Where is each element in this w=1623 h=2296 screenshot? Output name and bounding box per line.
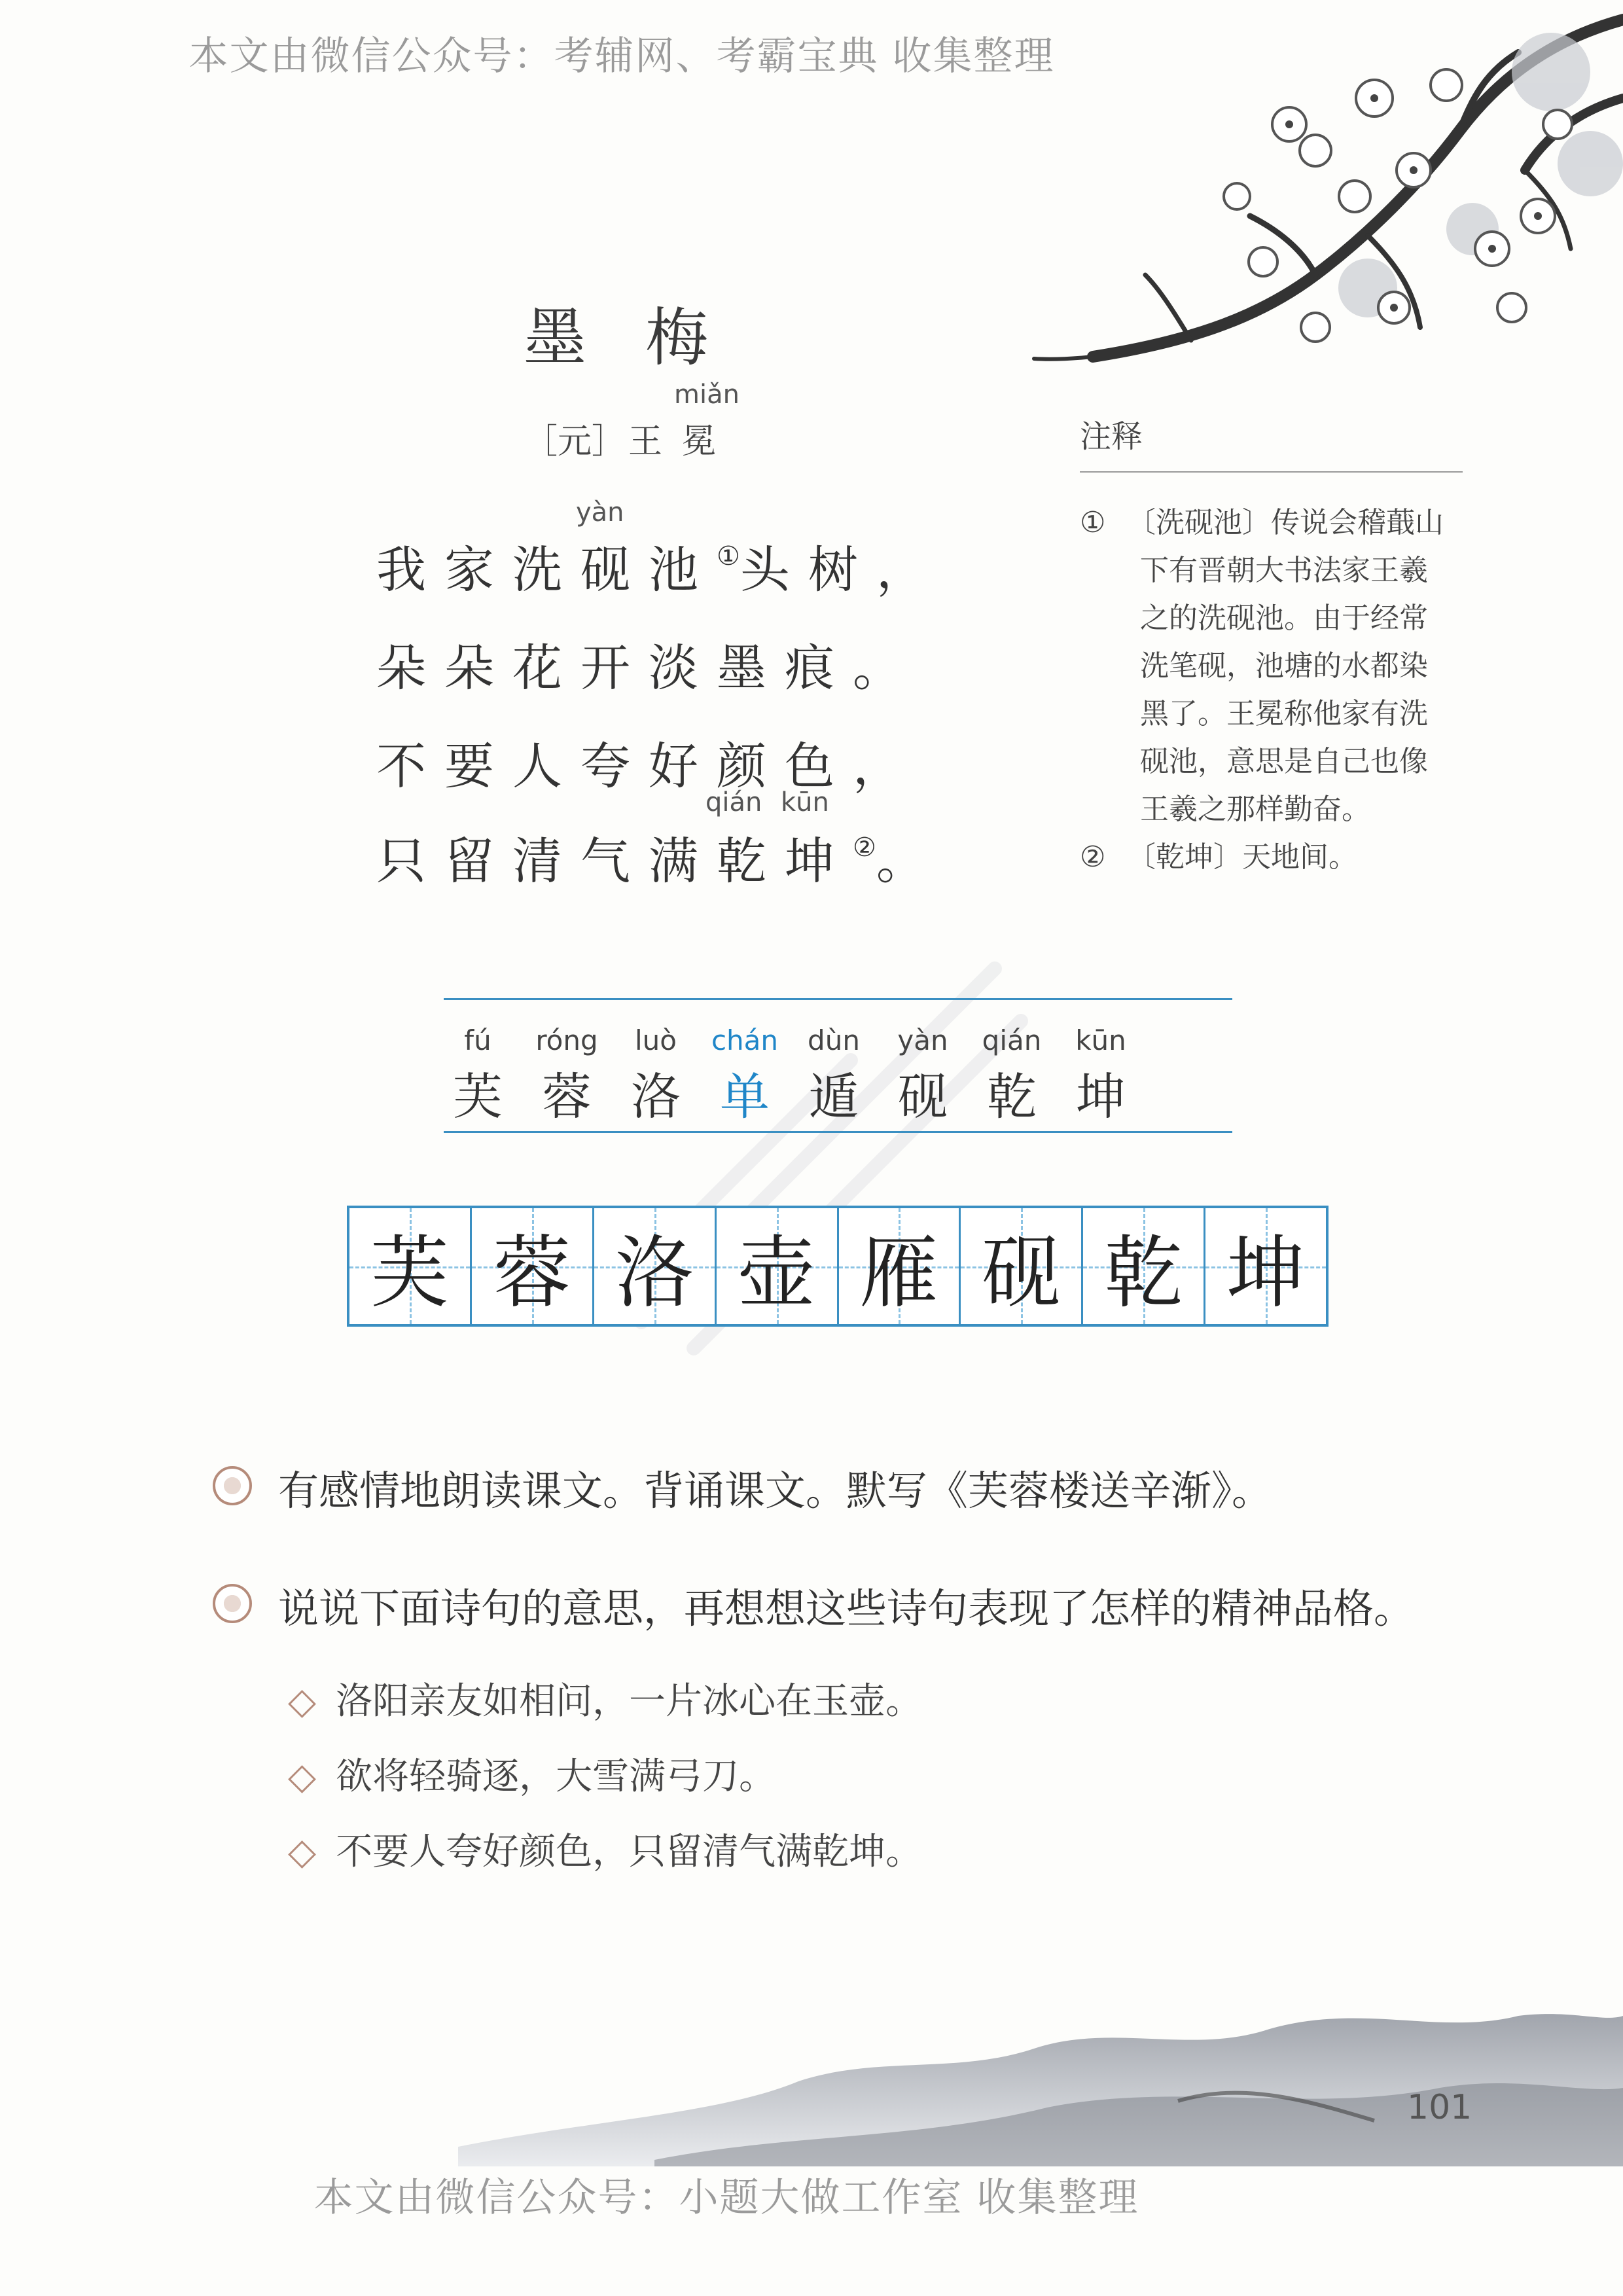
grid-char: 芙 <box>370 1227 449 1319</box>
author-pinyin: miǎn <box>674 380 740 410</box>
diamond-bullet-icon: ◇ <box>288 1755 317 1798</box>
vocab-pinyin: qián <box>982 1024 1042 1056</box>
ink-landscape-illustration <box>458 1950 1623 2166</box>
vocab-top-rule <box>444 998 1232 1000</box>
grid-char: 砚 <box>982 1227 1061 1319</box>
bullet-text: 不要人夸好颜色，只留清气满乾坤。 <box>336 1831 923 1873</box>
grid-char: 乾 <box>1104 1227 1183 1319</box>
note-1-line: 之的洗砚池。由于经常 <box>1140 601 1428 635</box>
note-1-line: 黑了。王冕称他家有洗 <box>1140 697 1428 730</box>
poem-line-4-text-b: 。 <box>876 832 944 890</box>
grid-char: 洛 <box>615 1227 694 1319</box>
grid-char: 蓉 <box>492 1227 571 1319</box>
poem-line-1-pinyin: yàn <box>576 497 624 528</box>
note-marker-2: ② <box>853 833 876 863</box>
page-number: 101 <box>1407 2088 1472 2127</box>
vocab-char: 洛 <box>631 1067 681 1126</box>
exercise-2-bullet <box>288 1748 776 1800</box>
note-2-first-line: 〔乾坤〕天地间。 <box>1127 840 1357 874</box>
grid-cell <box>349 1208 472 1324</box>
vocab-pinyin: róng <box>535 1024 598 1056</box>
grid-char: 坤 <box>1226 1227 1306 1319</box>
vocab-bottom-rule <box>444 1131 1232 1133</box>
exercise-1-text: 有感情地朗读课文。背诵课文。默写《芙蓉楼送辛渐》。 <box>278 1467 1273 1515</box>
poem-line-4-pinyin-b: kūn <box>781 787 829 817</box>
bullet-text: 洛阳亲友如相问，一片冰心在玉壶。 <box>336 1680 923 1723</box>
poem-line-4 <box>376 821 944 893</box>
vocab-char: 蓉 <box>542 1067 592 1126</box>
grid-cell <box>594 1208 717 1324</box>
note-2 <box>1080 833 1466 881</box>
grid-cell <box>839 1208 961 1324</box>
note-1 <box>1080 499 1466 833</box>
notes-title: 注释 <box>1080 418 1143 455</box>
grid-cell <box>961 1208 1083 1324</box>
vocab-char: 乾 <box>987 1067 1037 1126</box>
poem-line-4-pinyin-a: qián <box>705 787 762 817</box>
note-1-line: 洗笔砚，池塘的水都染 <box>1140 649 1428 683</box>
vocab-char: 砚 <box>898 1067 948 1126</box>
grid-cell <box>1205 1208 1326 1324</box>
grid-cell <box>472 1208 594 1324</box>
note-2-number: ② <box>1080 840 1106 874</box>
exercise-icon <box>213 1584 252 1623</box>
vocab-char: 遁 <box>809 1067 859 1126</box>
bullet-text: 欲将轻骑逐，大雪满弓刀。 <box>336 1755 776 1798</box>
grid-cell <box>1083 1208 1205 1324</box>
notes-divider <box>1080 471 1463 473</box>
exercise-2-bullet <box>288 1823 922 1875</box>
writing-grid <box>347 1206 1329 1327</box>
author-dynasty: ［元］ <box>524 422 626 461</box>
note-marker-1: ① <box>717 541 740 571</box>
note-1-line: 下有晋朝大书法家王羲 <box>1140 554 1428 587</box>
vocab-char: 坤 <box>1076 1067 1126 1126</box>
diamond-bullet-icon: ◇ <box>288 1680 317 1723</box>
diamond-bullet-icon: ◇ <box>288 1831 317 1873</box>
note-1-line: 砚池，意思是自己也像 <box>1140 745 1428 778</box>
header-watermark: 本文由微信公众号：考辅网、考霸宝典 收集整理 <box>188 33 1055 79</box>
note-1-line: 王羲之那样勤奋。 <box>1140 793 1370 826</box>
vocab-pinyin: yàn <box>897 1024 948 1056</box>
exercise-2-text: 说说下面诗句的意思，再想想这些诗句表现了怎样的精神品格。 <box>278 1585 1415 1632</box>
grid-char: 壶 <box>737 1227 816 1319</box>
plum-blossom-illustration <box>897 0 1623 406</box>
note-1-first-line: 〔洗砚池〕传说会稽蕺山 <box>1127 506 1444 539</box>
vocab-pinyin: dùn <box>808 1024 860 1056</box>
poem-line-1-text-b: 头树， <box>740 541 944 599</box>
poem-line-3: 不要人夸好颜色， <box>376 737 921 795</box>
vocab-pinyin: chán <box>711 1024 779 1056</box>
footer-watermark: 本文由微信公众号：小题大做工作室 收集整理 <box>313 2175 1139 2221</box>
vocab-pinyin: kūn <box>1075 1024 1126 1056</box>
grid-cell <box>717 1208 839 1324</box>
vocab-pinyin: fú <box>464 1024 491 1056</box>
poem-title: 墨梅 <box>524 301 767 374</box>
vocab-char: 单 <box>720 1067 770 1126</box>
vocab-pinyin: luò <box>635 1024 677 1056</box>
poem-line-1-text-a: 我家洗砚池 <box>376 541 717 599</box>
vocab-char: 芙 <box>453 1067 503 1126</box>
grid-char: 雁 <box>859 1227 938 1319</box>
exercise-2-bullet <box>288 1672 922 1725</box>
poem-line-4-text-a: 只留清气满乾坤 <box>376 832 853 890</box>
poem-line-2: 朵朵花开淡墨痕。 <box>376 639 921 697</box>
author-name: 王冕 <box>628 422 736 461</box>
poem-line-1 <box>376 530 944 601</box>
note-1-number: ① <box>1080 506 1106 539</box>
exercise-icon <box>213 1466 252 1505</box>
